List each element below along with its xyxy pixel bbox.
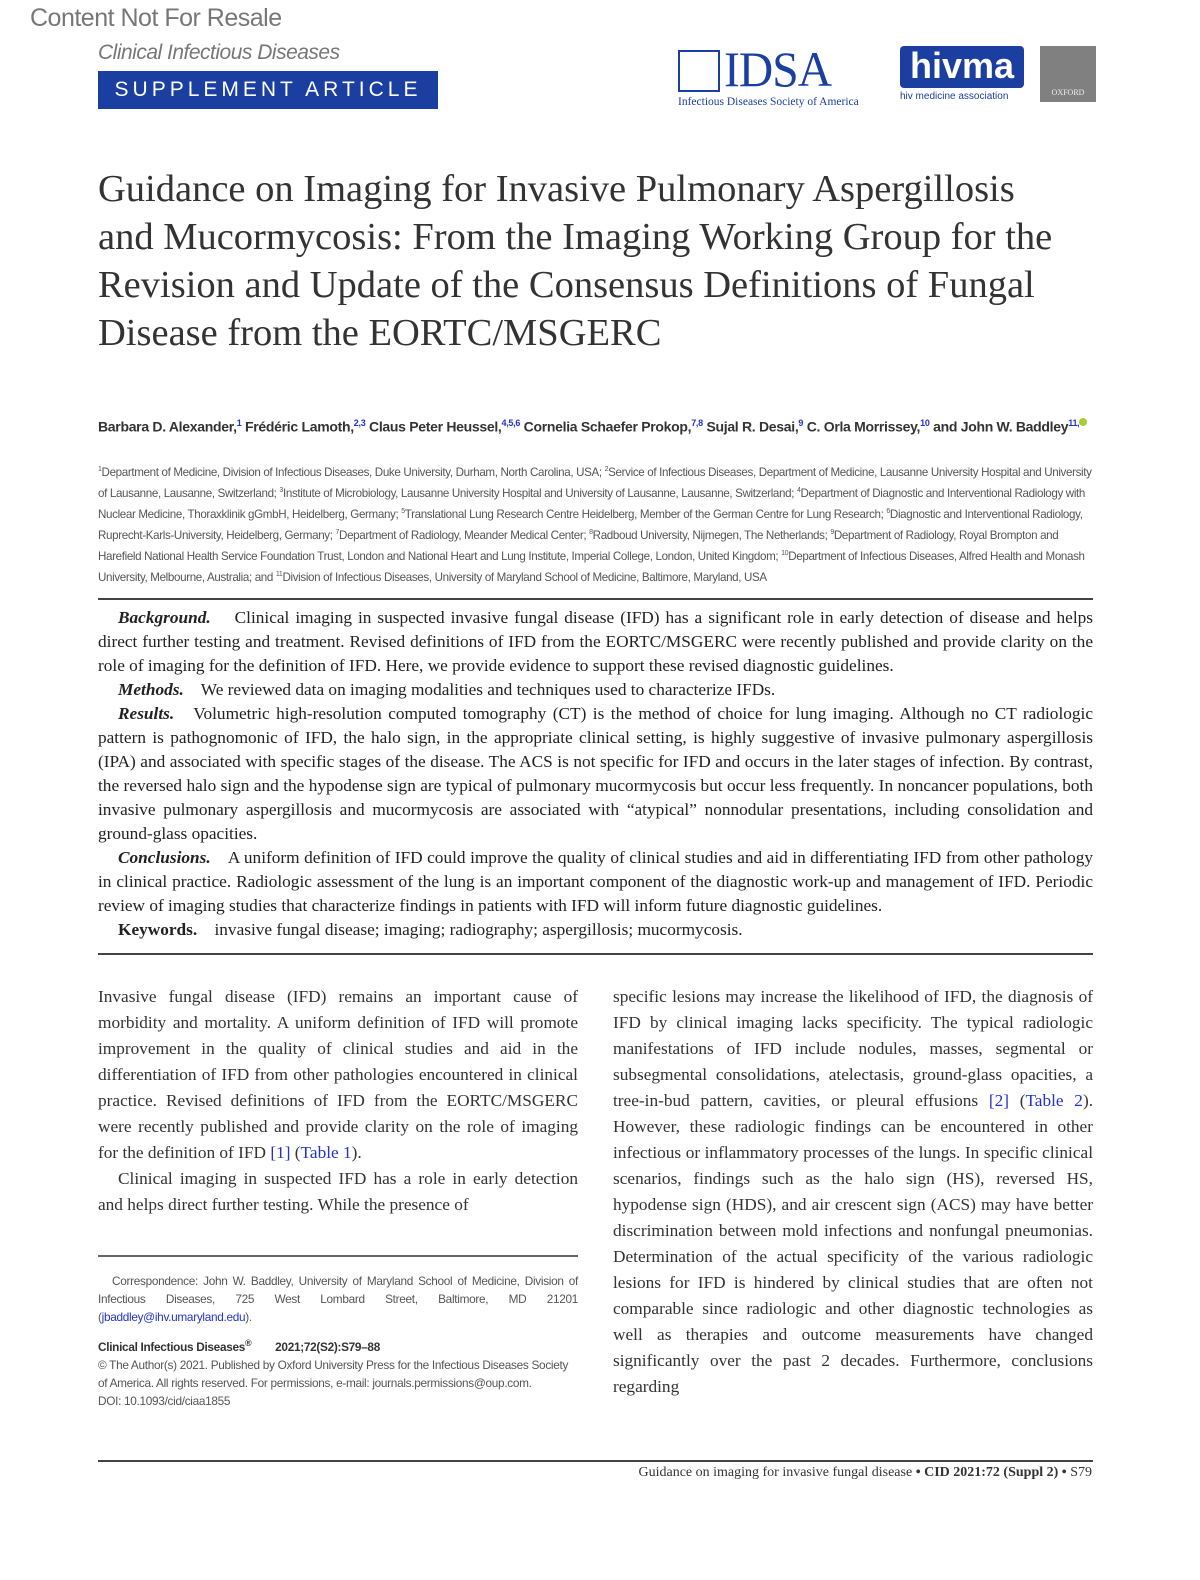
correspondence [98, 1272, 578, 1326]
journal-name: Clinical Infectious Diseases [98, 41, 340, 64]
reference-link[interactable]: [1] [270, 1143, 291, 1162]
affiliation-number: 8 [589, 529, 593, 537]
registered-mark: ® [245, 1338, 252, 1348]
running-title: Guidance on imaging for invasive fungal disease [638, 1465, 913, 1480]
page-footer [638, 1465, 1092, 1481]
affiliation: Department of Medicine, Division of Infectious Diseases, Duke University, Durham, North Carolina, USA; [101, 465, 605, 479]
footer-journal: CID 2021:72 (Suppl 2) [924, 1465, 1059, 1480]
affiliation-number: 10 [781, 550, 789, 558]
author-list [98, 413, 1098, 437]
table-link[interactable]: Table 1 [300, 1143, 352, 1162]
body-text: ). [351, 1143, 362, 1162]
body-text: Clinical imaging in suspected IFD has a role in early detection and helps direct further testing. While the presence of [98, 1169, 578, 1214]
separator: • [915, 1465, 921, 1480]
author-affiliation-ref[interactable]: 9 [798, 418, 804, 428]
affiliation: Department of Radiology, Royal Brompton and Harefield National Health Service Foundation Trust, London and National Heart and Lung Institute, Imperial College, London, United Kingdom; [98, 529, 1059, 564]
background-text: Clinical imaging in suspected invasive fungal disease (IFD) has a significant role in early detection of disease and helps direct further testing and treatment. Revised definitions of IFD from the EORTC/MSGERC were recently published and provide clarity on the role of imaging for the definition of IFD. Here, we provide evidence to support these revised diagnostic guidelines. [98, 608, 1093, 675]
abstract [98, 606, 1093, 942]
article-type-badge: SUPPLEMENT ARTICLE [98, 71, 438, 109]
article-title: Guidance on Imaging for Invasive Pulmonary Aspergillosis and Mucormycosis: From the Imaging Working Group for the Revision and Update of the Consensus Definitions of Fungal Disease from the EORTC/MSGERC [98, 168, 1053, 354]
methods-text: We reviewed data on imaging modalities and techniques used to characterize IFDs. [200, 680, 776, 699]
author: Claus Peter Heussel, [369, 418, 502, 435]
author: Cornelia Schaefer Prokop, [523, 418, 692, 435]
keywords-text: invasive fungal disease; imaging; radiography; aspergillosis; mucormycosis. [214, 920, 743, 939]
oxford-logo: OXFORD [1040, 46, 1096, 102]
table-link[interactable]: Table 2 [1025, 1091, 1083, 1110]
conclusions-label: Conclusions. [118, 848, 211, 867]
email-link[interactable]: jbaddley@ihv.umaryland.edu [101, 1310, 246, 1324]
citation-volume: 2021;72(S2):S79–88 [275, 1339, 380, 1354]
idsa-logo [678, 41, 888, 108]
methods-label: Methods. [118, 680, 184, 699]
abstract-top-rule [98, 598, 1093, 600]
affiliation-number: 6 [886, 508, 890, 516]
affiliation: Department of Radiology, Meander Medical Center; [339, 529, 590, 543]
author-affiliation-ref[interactable]: 4,5,6 [501, 418, 521, 428]
body-text: ). However, these radiologic findings can be encountered in other infectious or inflammatory processes of the lungs. In specific clinical scenarios, findings such as the halo sign (HS), reversed HS, hypodense sign (HDS), and air crescent sign (ACS) may have better discrimination between mold infections and nonfungal pneumonias. Determination of the actual specificity of the various radiologic lesions for IFD is hindered by clinical studies that are often not comparable since radiologic and other diagnostic technologies as well as therapies and outcome measurements have changed significantly over the past 2 decades. Furthermore, conclusions regarding [613, 1091, 1094, 1396]
watermark-overlay: Content Not For Resale [30, 4, 282, 32]
footnote-rule [98, 1255, 578, 1257]
orcid-icon[interactable] [1079, 418, 1087, 426]
author-affiliation-ref[interactable]: 11, [1068, 418, 1080, 428]
idsa-emblem-icon [678, 50, 720, 92]
author: Barbara D. Alexander, [98, 418, 237, 435]
author-affiliation-ref[interactable]: 7,8 [691, 418, 703, 428]
reference-link[interactable]: [2] [988, 1091, 1009, 1110]
affiliation-number: 11 [275, 571, 283, 579]
body-column-left: Invasive fungal disease (IFD) remains an important cause of morbidity and mortality. A uniform definition of IFD will promote improvement in the quality of clinical studies and aid in the differentiation of IFD from other pathologies encountered in clinical practice. Revised definitions of IFD from the EORTC/MSGERC were recently published and provide clarity on the role of imaging for the definition of IFD [1] (Table 1). Clinical imaging in suspected IFD has a role in early detection and helps direct further testing. While the presence of [98, 987, 578, 1214]
background-label: Background. [118, 608, 211, 627]
conclusions-text: A uniform definition of IFD could improve the quality of clinical studies and aid in differentiating IFD from other pathology in clinical practice. Radiologic assessment of the lung is an important component of the diagnostic work-up and management of IFD. Periodic review of imaging studies that characterize findings in patients with IFD will inform future diagnostic guidelines. [98, 848, 1094, 915]
affiliation-number: 1 [98, 466, 102, 473]
affiliation-number: 4 [796, 487, 801, 495]
idsa-logo-text: IDSA [724, 41, 832, 97]
correspondence-end: ). [245, 1310, 252, 1324]
footer-rule [98, 1460, 1093, 1462]
affiliation-number: 3 [279, 487, 283, 495]
affiliation: Department of Diagnostic and Interventional Radiology with Nuclear Medicine, Thoraxklinik gGmbH, Heidelberg, Germany; [98, 486, 1086, 521]
affiliation-number: 2 [604, 466, 609, 473]
author: C. Orla Morrissey, [806, 418, 921, 435]
affiliation-number: 5 [401, 508, 405, 516]
affiliation: Radboud University, Nijmegen, The Netherlands; [592, 529, 831, 543]
author-affiliation-ref[interactable]: 10 [920, 418, 930, 428]
affiliations [98, 461, 1093, 587]
author-affiliation-ref[interactable]: 1 [236, 418, 242, 428]
body-text: Invasive fungal disease (IFD) remains an important cause of morbidity and mortality. A uniform definition of IFD will promote improvement in the quality of clinical studies and aid in the differentiation of IFD from other pathologies encountered in clinical practice. Revised definitions of IFD from the EORTC/MSGERC were recently published and provide clarity on the role of imaging for the definition of IFD [98, 987, 578, 1162]
body-column-right: specific lesions may increase the likelihood of IFD, the diagnosis of IFD by clinical imaging lacks specificity. The typical radiologic manifestations of IFD include nodules, masses, segmental or subsegmental consolidations, atelectasis, ground-glass opacities, a tree-in-bud pattern, cavities, or pleural effusions [2] (Table 2). However, these radiologic findings can be encountered in other infectious or inflammatory processes of the lungs. In specific clinical scenarios, findings such as the halo sign (HS), reversed HS, hypodense sign (HDS), and air crescent sign (ACS) may have better discrimination between mold infections and nonfungal pneumonias. Determination of the actual specificity of the various radiologic lesions for IFD is hindered by clinical studies that are often not comparable since radiologic and other diagnostic technologies as well as therapies and outcome measurements have changed significantly over the past 2 decades. Furthermore, conclusions regarding [613, 987, 1094, 1396]
hivma-logo-text: hivma [900, 46, 1024, 88]
body-text: specific lesions may increase the likelihood of IFD, the diagnosis of IFD by clinical imaging lacks specificity. The typical radiologic manifestations of IFD include nodules, masses, segmental or subsegmental consolidations, atelectasis, ground-glass opacities, a tree-in-bud pattern, cavities, or pleural effusions [613, 987, 1093, 1110]
results-text: Volumetric high-resolution computed tomography (CT) is the method of choice for lung imaging. Although no CT radiologic pattern is pathognomonic of IFD, the halo sign, in the appropriate clinical setting, is highly suggestive of invasive pulmonary aspergillosis (IPA) and associated with specific stages of the disease. The ACS is not specific for IFD and occurs in the later stages of infection. By contrast, the reversed halo sign and the hypodense sign are typical of pulmonary mucormycosis but occur less frequently. In noncancer populations, both invasive pulmonary aspergillosis and mucormycosis are associated with “atypical” nonnodular presentations, including consolidation and ground-glass opacities. [98, 704, 1093, 843]
author: and John W. Baddley [933, 418, 1069, 435]
abstract-bottom-rule [98, 953, 1093, 955]
idsa-logo-subtitle: Infectious Diseases Society of America [678, 96, 859, 108]
page-number: S79 [1070, 1465, 1092, 1480]
affiliation: Institute of Microbiology, Lausanne University Hospital and University of Lausanne, Lausanne, Switzerland; [282, 486, 797, 500]
affiliation-number: 7 [335, 529, 340, 537]
copyright: © The Author(s) 2021. Published by Oxford University Press for the Infectious Diseases Society of America. All rights reserved. For permissions, e-mail: journals.permissions@oup.com. [98, 1357, 569, 1390]
hivma-logo-subtitle: hiv medicine association [900, 91, 1009, 102]
affiliation: Diagnostic and Interventional Radiology, Ruprecht-Karls-University, Heidelberg, Germany; [98, 507, 1083, 543]
doi: DOI: 10.1093/cid/ciaa1855 [98, 1393, 231, 1408]
separator: • [1061, 1465, 1067, 1480]
affiliation: Division of Infectious Diseases, University of Maryland School of Medicine, Baltimore, Maryland, USA [282, 571, 767, 585]
hivma-logo [900, 46, 1024, 106]
author-affiliation-ref[interactable]: 2,3 [353, 418, 366, 428]
citation-journal: Clinical Infectious Diseases [98, 1339, 245, 1354]
citation-block [98, 1334, 578, 1410]
correspondence-text: Correspondence: John W. Baddley, University of Maryland School of Medicine, Division of Infectious Diseases, 725 West Lombard Street, Baltimore, MD 21201 ( [98, 1274, 578, 1324]
affiliation-number: 9 [830, 529, 834, 537]
affiliation: Department of Infectious Diseases, Alfred Health and Monash University, Melbourne, Australia; and [98, 550, 1085, 585]
results-label: Results. [118, 704, 175, 723]
affiliation: Service of Infectious Diseases, Department of Medicine, Lausanne University Hospital and University of Lausanne, Lausanne, Switzerland; [98, 465, 1092, 500]
affiliation: Translational Lung Research Centre Heidelberg, Member of the German Centre for Lung Research; [404, 507, 887, 521]
author: Frédéric Lamoth, [245, 418, 354, 435]
keywords-label: Keywords. [118, 920, 198, 939]
author: Sujal R. Desai, [706, 418, 799, 435]
